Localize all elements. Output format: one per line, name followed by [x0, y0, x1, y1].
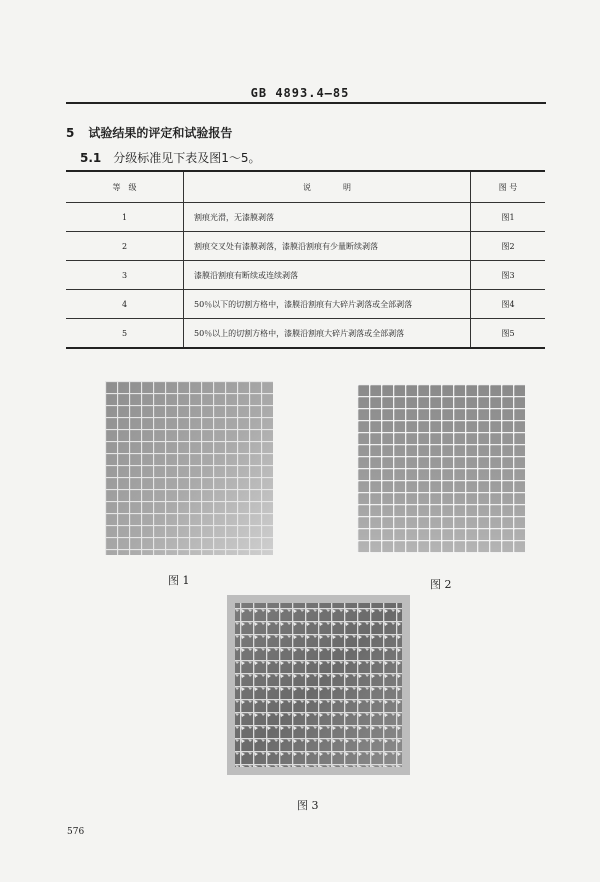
grade-cell: 1 [121, 212, 128, 222]
grade-cell: 2 [121, 241, 128, 251]
grade-cell: 4 [121, 299, 128, 309]
description-cell: 割痕光滑，无漆膜剥落 [184, 203, 471, 232]
description-cell: 50％以上的切割方格中，漆膜沿割痕大碎片剥落或全部剥落 [184, 319, 471, 349]
grade-cell: 5 [121, 328, 128, 338]
page-number: 576 [67, 827, 85, 837]
figure-2-caption: 图 2 [430, 578, 452, 591]
crosshatch-grid-image [105, 381, 273, 555]
header-description: 说 明 [184, 171, 471, 203]
table-row [66, 203, 545, 232]
figure-cell: 图4 [501, 299, 515, 309]
header-rule [66, 102, 546, 104]
crosshatch-grid-image [227, 595, 410, 775]
figure-cell: 图1 [501, 212, 515, 222]
figure-cell: 图3 [501, 270, 515, 280]
figure-3-caption: 图 3 [297, 799, 319, 812]
clause-5-1 [80, 149, 261, 166]
grading-table [66, 170, 545, 349]
section-number: 5 [66, 126, 75, 140]
figure-cell: 图5 [501, 328, 515, 338]
figure-3-photo [227, 595, 410, 775]
description-cell: 50％以下的切割方格中，漆膜沿割痕有大碎片剥落或全部剥落 [184, 290, 471, 319]
figure-2-photo [357, 384, 525, 553]
figure-cell: 图2 [501, 241, 515, 251]
section-title: 试验结果的评定和试验报告 [88, 126, 233, 140]
grade-cell: 3 [121, 270, 128, 280]
table-row [66, 261, 545, 290]
header-grade: 等 级 [66, 171, 184, 203]
table-row [66, 290, 545, 319]
section-heading [66, 124, 232, 141]
description-cell: 割痕交叉处有漆膜剥落，漆膜沿割痕有少量断续剥落 [184, 232, 471, 261]
header-figure: 图 号 [471, 171, 546, 203]
crosshatch-grid-image [357, 384, 525, 553]
clause-number: 5.1 [80, 151, 102, 165]
figure-1-photo [105, 381, 273, 555]
description-cell: 漆膜沿割痕有断续或连续剥落 [184, 261, 471, 290]
figure-1-caption: 图 1 [168, 574, 190, 587]
table-header-row [66, 171, 545, 203]
standard-code: GB 4893.4—85 [250, 86, 350, 100]
table-row [66, 232, 545, 261]
clause-text: 分级标准见下表及图1～5。 [113, 151, 261, 165]
table-row [66, 319, 545, 349]
